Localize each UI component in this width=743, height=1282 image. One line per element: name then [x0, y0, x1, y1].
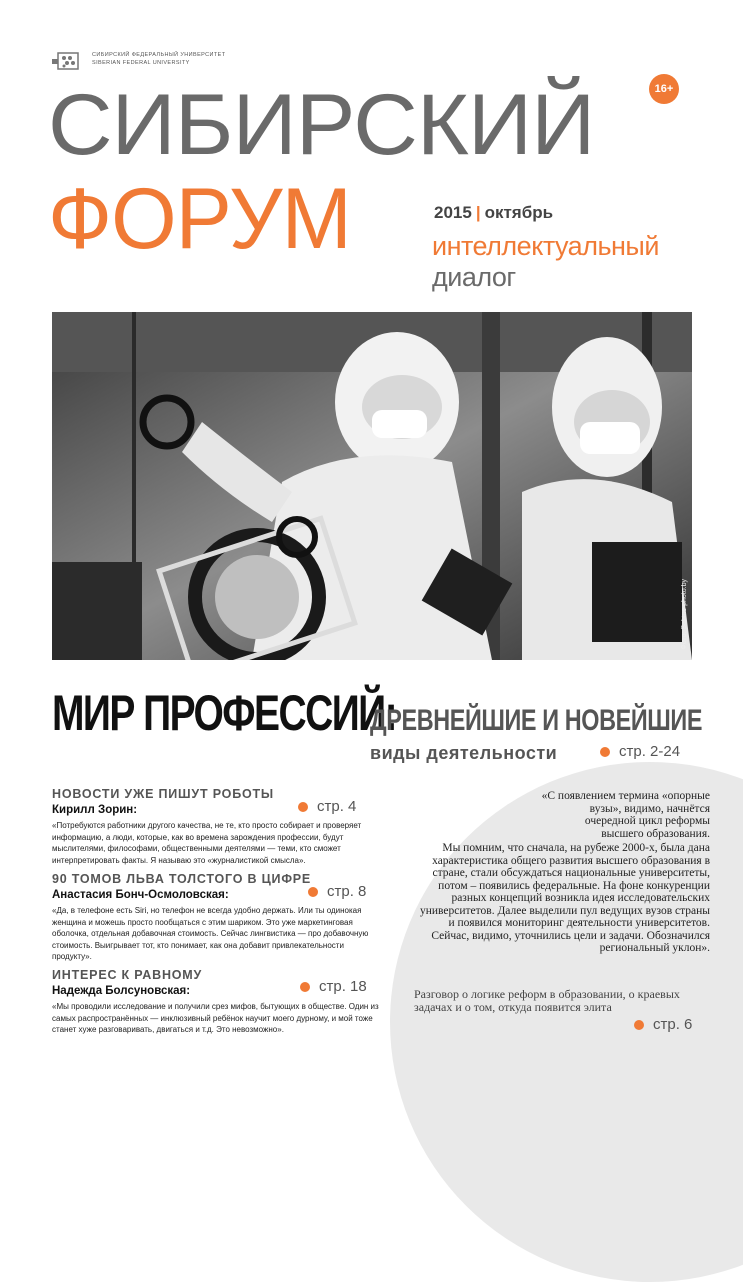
photo-credit: Фото: Sabine photo.by: [681, 579, 688, 650]
issue-separator: |: [475, 203, 481, 222]
article-3-page-ref: стр. 18: [300, 978, 367, 995]
tagline-line1: интеллектуальный: [432, 231, 659, 261]
article-3-author: Надежда Болсуновская:: [52, 985, 191, 997]
interview-quote-body: Мы помним, что сначала, на рубеже 2000-х, была дана характеристика общего развития высшего образования в стране, стали обсуждаться национальные университеты, потом – появились федеральные. На фоне конкуренции разных концепций возникла идея исследовательских университетов. Далее выделили пул ведущих вузов страны и появился мониторинг деятельности университетов. Сейчас, видимо, уточнились цели и задачи. Обозначился региональный уклон».: [420, 842, 710, 954]
cover-headline: МИР ПРОФЕССИЙ:: [52, 685, 397, 741]
university-logo-icon: [52, 49, 84, 73]
article-1-text: «Потребуются работники другого качества, не те, кто просто собирает и проверяет информацию, а люди, которые, как во времена зарождения профессии, будут мыслителями, философами, общественными деятелями — теми, кто сможет интерпретировать факты. Я называю это «журналистикой смысла».: [52, 821, 362, 865]
issue-date: [434, 203, 553, 223]
issue-year: 2015: [434, 203, 472, 222]
article-3-section: ИНТЕРЕС К РАВНОМУ: [52, 968, 203, 982]
age-rating-badge: 16+: [649, 74, 679, 104]
cover-photo: [52, 312, 692, 660]
article-2-section: 90 ТОМОВ ЛЬВА ТОЛСТОГО В ЦИФРЕ: [52, 872, 312, 886]
orange-dot-icon: [634, 1020, 644, 1030]
newspaper-title-line1: СИБИРСКИЙ: [48, 77, 595, 173]
university-name: СИБИРСКИЙ ФЕДЕРАЛЬНЫЙ УНИВЕРСИТЕТ SIBERIAN FEDERAL UNIVERSITY: [92, 52, 226, 66]
interview-page-ref: стр. 6: [634, 1016, 692, 1033]
orange-dot-icon: [298, 802, 308, 812]
article-3-text: «Мы проводили исследование и получили срез мифов, бытующих в обществе. Один из самых распространённых — инклюзивный ребёнок научит моего дурному, и мой тоже станет хуже разговаривать, двигаться и т.д. Это невозможно».: [52, 1002, 379, 1034]
interview-quote-intro: «С появлением термина «опорные вузы», видимо, начнётся очередной цикл реформы высшего образования.: [541, 790, 710, 840]
interview-lead: Разговор о логике реформ в образовании, о краевых задачах и о том, откуда появится элита: [414, 987, 680, 1014]
orange-dot-icon: [300, 982, 310, 992]
cover-page-ref: стр. 2-24: [600, 743, 680, 760]
orange-dot-icon: [308, 887, 318, 897]
tagline-line2: диалог: [432, 262, 516, 292]
article-1-author: Кирилл Зорин:: [52, 804, 138, 816]
article-2-text: «Да, в телефоне есть Siri, но телефон не всегда удобно держать. Или ты одинокая женщина и можешь просто пообщаться с этим шариком. Это уже маркетинговая оболочка, отдельная добавочная стоимость. Сейчас лингвистика — про добавочную стоимость. Выигрывает тот, кто понимает, как она добавит привлекательности продукту».: [52, 906, 369, 961]
cover-subheadline-2: виды деятельности: [370, 743, 558, 763]
article-1-section: НОВОСТИ УЖЕ ПИШУТ РОБОТЫ: [52, 787, 274, 801]
article-2-author: Анастасия Бонч-Осмоловская:: [52, 889, 229, 901]
article-2-page-ref: стр. 8: [308, 883, 366, 900]
cover-subheadline: ДРЕВНЕЙШИЕ И НОВЕЙШИЕ: [370, 704, 703, 737]
issue-month: октябрь: [484, 203, 554, 222]
newspaper-title-line2: ФОРУМ: [48, 171, 351, 267]
article-1-page-ref: стр. 4: [298, 798, 356, 815]
orange-dot-icon: [600, 747, 610, 757]
